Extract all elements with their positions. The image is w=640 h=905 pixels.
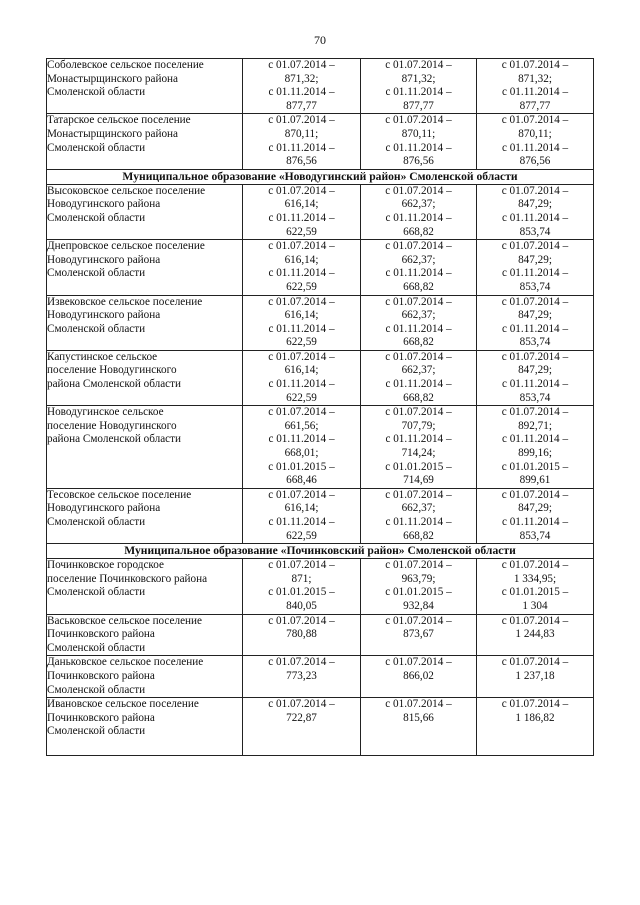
tariff-value-line: с 01.07.2014 – bbox=[501, 295, 569, 308]
settlement-name-line: Смоленской области bbox=[47, 516, 146, 528]
settlement-name-line: Новодугинского района bbox=[47, 309, 161, 322]
tariff-value-line: с 01.07.2014 – bbox=[501, 59, 569, 71]
tariff-value-line: 668,46 bbox=[286, 474, 317, 487]
tariff-value-line: 870,11; bbox=[284, 127, 319, 140]
tariff-value-line: 662,37; bbox=[401, 198, 436, 211]
settlement-name-line: Смоленской области bbox=[47, 86, 146, 99]
tariff-value-line: с 01.07.2014 – bbox=[268, 559, 335, 572]
tariff-value-cell-1 bbox=[243, 59, 361, 114]
tariff-value-line: с 01.11.2014 – bbox=[385, 211, 452, 224]
tariff-value-cell-1 bbox=[243, 184, 361, 239]
tariff-value-line: 899,61 bbox=[519, 474, 551, 487]
tariff-value-line: с 01.07.2014 – bbox=[385, 184, 452, 197]
settlement-name-cell bbox=[47, 698, 243, 756]
tariff-value-line: с 01.07.2014 – bbox=[385, 59, 452, 71]
table-row bbox=[47, 614, 594, 656]
settlement-name-line: Новодугинского района bbox=[47, 502, 161, 515]
settlement-name-line: Тесовское сельское поселение bbox=[47, 488, 192, 501]
settlement-name-cell bbox=[47, 59, 243, 114]
settlement-name-line: Высоковское сельское поселение bbox=[47, 184, 206, 197]
settlement-name-line: Починковское городское bbox=[47, 559, 164, 572]
settlement-name-cell bbox=[47, 656, 243, 698]
tariff-value-line: 780,88 bbox=[286, 628, 317, 641]
tariff-value-cell-3 bbox=[477, 240, 594, 295]
section-header-row bbox=[47, 544, 594, 559]
tariff-value-line: 876,56 bbox=[519, 155, 551, 168]
tariff-value-line: с 01.07.2014 – bbox=[385, 406, 452, 419]
tariff-value-line: с 01.11.2014 – bbox=[268, 378, 335, 391]
tariff-value-line: 1 186,82 bbox=[515, 711, 555, 724]
tariff-value-cell-3 bbox=[477, 184, 594, 239]
table-row bbox=[47, 114, 594, 169]
settlement-name-line: Соболевское сельское поселение bbox=[47, 59, 204, 71]
tariff-value-line: 1 304 bbox=[522, 599, 548, 612]
tariff-value-cell-3 bbox=[477, 614, 594, 656]
settlement-name-line: Смоленской области bbox=[47, 683, 146, 696]
settlement-name-line: района Смоленской области bbox=[47, 433, 182, 446]
tariff-value-line: с 01.07.2014 – bbox=[268, 406, 335, 419]
tariff-value-line: с 01.07.2014 – bbox=[501, 656, 569, 669]
settlement-name-line: Ивановское сельское поселение bbox=[47, 698, 199, 711]
settlement-name-cell bbox=[47, 614, 243, 656]
table-row bbox=[47, 656, 594, 698]
tariff-value-line: 722,87 bbox=[286, 711, 317, 724]
tariff-value-line: с 01.11.2014 – bbox=[268, 86, 335, 99]
settlement-name-line: Монастырщинского района bbox=[47, 127, 178, 140]
tariff-value-line: 622,59 bbox=[286, 529, 317, 542]
tariff-value-line: 668,82 bbox=[403, 529, 434, 542]
tariff-value-line: 662,37; bbox=[401, 502, 436, 515]
settlement-name-cell bbox=[47, 406, 243, 489]
table-row bbox=[47, 559, 594, 614]
page-number: 70 bbox=[314, 33, 326, 47]
settlement-name-line: Татарское сельское поселение bbox=[47, 114, 191, 127]
tariff-value-line: с 01.07.2014 – bbox=[385, 240, 452, 253]
tariff-value-line: 668,82 bbox=[403, 336, 434, 349]
tariff-value-line: с 01.11.2014 – bbox=[385, 378, 452, 391]
tariff-value-line: 871; bbox=[291, 572, 312, 585]
tariff-value-line: с 01.07.2014 – bbox=[268, 350, 335, 363]
settlement-name-line: района Смоленской области bbox=[47, 378, 182, 391]
tariff-value-cell-1 bbox=[243, 614, 361, 656]
settlement-name-cell bbox=[47, 295, 243, 350]
tariff-value-line: 853,74 bbox=[519, 225, 551, 238]
tariff-value-line: с 01.11.2014 – bbox=[501, 516, 569, 528]
tariff-value-line: 661,56; bbox=[284, 419, 319, 432]
tariff-value-cell-1 bbox=[243, 114, 361, 169]
settlement-name-line: поселение Новодугинского bbox=[47, 419, 177, 432]
table-row bbox=[47, 698, 594, 756]
tariff-value-cell-3 bbox=[477, 114, 594, 169]
settlement-name-line: Новодугинского района bbox=[47, 253, 161, 266]
tariff-value-line: с 01.07.2014 – bbox=[268, 184, 335, 197]
tariff-value-line: 877,77 bbox=[286, 99, 317, 112]
tariff-value-line: 847,29; bbox=[518, 253, 552, 266]
tariff-value-line: с 01.07.2014 – bbox=[385, 614, 452, 627]
tariff-value-line: с 01.07.2014 – bbox=[501, 114, 569, 127]
tariff-value-line: 847,29; bbox=[518, 364, 552, 377]
tariff-value-cell-2 bbox=[361, 614, 477, 656]
tariff-value-cell-2 bbox=[361, 59, 477, 114]
tariff-value-line: с 01.11.2014 – bbox=[501, 141, 569, 154]
tariff-value-line: 871,32; bbox=[401, 72, 436, 85]
tariff-value-line: с 01.11.2014 – bbox=[501, 211, 569, 224]
section-header-row bbox=[47, 169, 594, 184]
settlement-name-line: Васьковское сельское поселение bbox=[47, 614, 202, 627]
tariff-value-line: 622,59 bbox=[286, 391, 317, 404]
tariff-value-line: 707,79; bbox=[401, 419, 436, 432]
tariff-value-line: с 01.01.2015 – bbox=[268, 586, 335, 599]
table-row bbox=[47, 59, 594, 114]
section-header: Муниципальное образование «Починковский район» Смоленской области bbox=[47, 544, 594, 559]
tariff-value-line: с 01.07.2014 – bbox=[501, 488, 569, 501]
settlement-name-cell bbox=[47, 488, 243, 543]
tariff-value-line: с 01.01.2015 – bbox=[385, 586, 452, 599]
tariff-value-cell-1 bbox=[243, 406, 361, 489]
tariff-value-line: с 01.11.2014 – bbox=[385, 516, 452, 528]
tariff-value-line: с 01.07.2014 – bbox=[385, 656, 452, 669]
tariff-value-line: с 01.07.2014 – bbox=[268, 488, 335, 501]
tariff-value-line: 668,82 bbox=[403, 225, 434, 238]
tariff-value-line: с 01.11.2014 – bbox=[268, 516, 335, 528]
tariff-value-line: с 01.07.2014 – bbox=[385, 488, 452, 501]
tariff-value-line: с 01.07.2014 – bbox=[501, 184, 569, 197]
tariff-value-line: 668,01; bbox=[284, 447, 319, 460]
tariff-value-line: 853,74 bbox=[519, 280, 551, 293]
tariff-value-line: с 01.07.2014 – bbox=[268, 656, 335, 669]
tariff-value-cell-1 bbox=[243, 350, 361, 405]
tariff-value-line: с 01.01.2015 – bbox=[501, 586, 569, 599]
tariff-value-line: 877,77 bbox=[519, 99, 551, 112]
tariff-value-cell-3 bbox=[477, 406, 594, 489]
tariff-value-line: 1 244,83 bbox=[515, 628, 555, 641]
tariff-value-line: с 01.11.2014 – bbox=[268, 141, 335, 154]
tariff-value-cell-1 bbox=[243, 656, 361, 698]
tariff-value-line: с 01.11.2014 – bbox=[501, 86, 569, 99]
settlement-name-line: Смоленской области bbox=[47, 267, 146, 280]
tariff-value-cell-3 bbox=[477, 698, 594, 756]
tariff-value-line: 853,74 bbox=[519, 336, 551, 349]
section-header: Муниципальное образование «Новодугинский район» Смоленской области bbox=[47, 169, 594, 184]
tariff-value-line: с 01.11.2014 – bbox=[268, 322, 335, 335]
settlement-name-line: Смоленской области bbox=[47, 322, 146, 335]
tariff-value-line: с 01.01.2015 – bbox=[268, 460, 335, 473]
tariff-value-line: с 01.11.2014 – bbox=[385, 141, 452, 154]
settlement-name-line: поселение Новодугинского bbox=[47, 364, 177, 377]
tariff-value-cell-1 bbox=[243, 488, 361, 543]
tariff-value-cell-2 bbox=[361, 295, 477, 350]
tariff-value-cell-3 bbox=[477, 488, 594, 543]
tariff-value-cell-3 bbox=[477, 656, 594, 698]
tariff-value-line: с 01.07.2014 – bbox=[501, 559, 569, 572]
tariff-value-cell-3 bbox=[477, 559, 594, 614]
tariff-value-cell-2 bbox=[361, 114, 477, 169]
settlement-name-line: Смоленской области bbox=[47, 641, 146, 654]
tariff-value-line: 616,14; bbox=[284, 198, 319, 211]
tariff-value-line: с 01.11.2014 – bbox=[501, 433, 569, 446]
settlement-name-cell bbox=[47, 184, 243, 239]
settlement-name-line: Извековское сельское поселение bbox=[47, 295, 203, 308]
tariff-value-cell-2 bbox=[361, 350, 477, 405]
tariff-value-cell-1 bbox=[243, 295, 361, 350]
tariff-value-line: 616,14; bbox=[284, 364, 319, 377]
tariff-value-line: 866,02 bbox=[403, 669, 434, 682]
settlement-name-cell bbox=[47, 350, 243, 405]
table-row bbox=[47, 295, 594, 350]
tariff-value-line: с 01.07.2014 – bbox=[385, 559, 452, 572]
table-row bbox=[47, 184, 594, 239]
tariff-value-line: с 01.07.2014 – bbox=[501, 614, 569, 627]
tariff-value-line: 616,14; bbox=[284, 309, 319, 322]
tariff-value-line: с 01.11.2014 – bbox=[268, 433, 335, 446]
settlement-name-line: Даньковское сельское поселение bbox=[47, 656, 204, 669]
tariff-value-line: 662,37; bbox=[401, 364, 436, 377]
tariff-value-line: с 01.07.2014 – bbox=[385, 698, 452, 711]
tariff-value-line: с 01.07.2014 – bbox=[385, 295, 452, 308]
tariff-value-line: 932,84 bbox=[403, 599, 434, 612]
tariff-value-cell-2 bbox=[361, 559, 477, 614]
tariff-value-line: 876,56 bbox=[403, 155, 434, 168]
tariff-value-cell-1 bbox=[243, 698, 361, 756]
tariff-value-line: 963,79; bbox=[401, 572, 436, 585]
table-row bbox=[47, 406, 594, 489]
tariff-value-line: с 01.07.2014 – bbox=[385, 114, 452, 127]
tariff-value-line: с 01.07.2014 – bbox=[501, 350, 569, 363]
tariff-value-cell-2 bbox=[361, 656, 477, 698]
table-row bbox=[47, 488, 594, 543]
tariff-value-line: 870,11; bbox=[401, 127, 436, 140]
tariff-value-line: 662,37; bbox=[401, 253, 436, 266]
tariff-value-line: с 01.07.2014 – bbox=[268, 614, 335, 627]
tariff-value-line: с 01.01.2015 – bbox=[501, 460, 569, 473]
tariff-value-line: с 01.01.2015 – bbox=[385, 460, 452, 473]
tariff-value-line: 877,77 bbox=[403, 99, 434, 112]
tariff-value-line: с 01.11.2014 – bbox=[385, 267, 452, 280]
tariff-table bbox=[46, 58, 594, 756]
tariff-value-line: 622,59 bbox=[286, 280, 317, 293]
tariff-value-cell-2 bbox=[361, 406, 477, 489]
tariff-value-line: 1 334,95; bbox=[513, 572, 557, 585]
tariff-value-line: 873,67 bbox=[403, 628, 434, 641]
tariff-value-line: 815,66 bbox=[403, 711, 434, 724]
settlement-name-line: Починковского района bbox=[47, 628, 155, 641]
settlement-name-line: Починковского района bbox=[47, 711, 155, 724]
tariff-value-line: 892,71; bbox=[518, 419, 552, 432]
tariff-value-line: с 01.11.2014 – bbox=[385, 322, 452, 335]
tariff-value-line: 773,23 bbox=[286, 669, 317, 682]
settlement-name-line: Монастырщинского района bbox=[47, 72, 178, 85]
tariff-value-line: с 01.07.2014 – bbox=[268, 295, 335, 308]
tariff-value-cell-2 bbox=[361, 184, 477, 239]
tariff-value-cell-2 bbox=[361, 698, 477, 756]
table-row bbox=[47, 350, 594, 405]
tariff-value-line: с 01.11.2014 – bbox=[501, 267, 569, 280]
tariff-value-line: с 01.07.2014 – bbox=[501, 240, 569, 253]
tariff-value-line: 668,82 bbox=[403, 391, 434, 404]
tariff-value-line: 622,59 bbox=[286, 336, 317, 349]
tariff-value-line: с 01.11.2014 – bbox=[385, 86, 452, 99]
tariff-value-line: 714,24; bbox=[401, 447, 436, 460]
tariff-value-line: с 01.07.2014 – bbox=[501, 698, 569, 711]
settlement-name-line: Смоленской области bbox=[47, 141, 146, 154]
tariff-value-line: 847,29; bbox=[518, 198, 552, 211]
tariff-value-line: с 01.07.2014 – bbox=[501, 406, 569, 419]
settlement-name-line: Смоленской области bbox=[47, 725, 146, 738]
settlement-name-line: Смоленской области bbox=[47, 586, 146, 599]
settlement-name-cell bbox=[47, 114, 243, 169]
settlement-name-cell bbox=[47, 559, 243, 614]
tariff-value-line: 870,11; bbox=[518, 127, 552, 140]
tariff-value-line: 876,56 bbox=[286, 155, 317, 168]
tariff-value-line: 622,59 bbox=[286, 225, 317, 238]
settlement-name-line: поселение Починковского района bbox=[47, 572, 208, 585]
settlement-name-line: Починковского района bbox=[47, 669, 155, 682]
tariff-value-line: с 01.11.2014 – bbox=[268, 267, 335, 280]
tariff-value-cell-2 bbox=[361, 488, 477, 543]
tariff-value-line: 1 237,18 bbox=[515, 669, 555, 682]
tariff-value-line: 853,74 bbox=[519, 529, 551, 542]
tariff-value-line: 616,14; bbox=[284, 253, 319, 266]
tariff-value-line: с 01.07.2014 – bbox=[268, 240, 335, 253]
table-row bbox=[47, 240, 594, 295]
tariff-value-cell-2 bbox=[361, 240, 477, 295]
tariff-value-line: 899,16; bbox=[518, 447, 552, 460]
tariff-value-line: 714,69 bbox=[403, 474, 434, 487]
settlement-name-line: Капустинское сельское bbox=[47, 350, 158, 363]
tariff-value-line: 847,29; bbox=[518, 502, 552, 515]
tariff-value-line: с 01.11.2014 – bbox=[501, 378, 569, 391]
tariff-value-line: с 01.07.2014 – bbox=[385, 350, 452, 363]
settlement-name-line: Днепровское сельское поселение bbox=[47, 240, 205, 253]
tariff-value-line: 853,74 bbox=[519, 391, 551, 404]
tariff-value-line: с 01.11.2014 – bbox=[501, 322, 569, 335]
settlement-name-line: Новодугинское сельское bbox=[47, 406, 164, 419]
tariff-value-cell-1 bbox=[243, 559, 361, 614]
tariff-value-line: 668,82 bbox=[403, 280, 434, 293]
tariff-value-line: с 01.07.2014 – bbox=[268, 114, 335, 127]
tariff-value-line: 840,05 bbox=[286, 599, 317, 612]
tariff-value-line: 616,14; bbox=[284, 502, 319, 515]
settlement-name-line: Смоленской области bbox=[47, 211, 146, 224]
tariff-value-line: с 01.07.2014 – bbox=[268, 59, 335, 71]
settlement-name-line: Новодугинского района bbox=[47, 198, 161, 211]
tariff-value-line: с 01.07.2014 – bbox=[268, 698, 335, 711]
tariff-value-line: 871,32; bbox=[284, 72, 319, 85]
tariff-value-cell-3 bbox=[477, 59, 594, 114]
tariff-value-line: 662,37; bbox=[401, 309, 436, 322]
tariff-value-line: с 01.11.2014 – bbox=[385, 433, 452, 446]
tariff-value-cell-3 bbox=[477, 295, 594, 350]
settlement-name-cell bbox=[47, 240, 243, 295]
tariff-value-line: 871,32; bbox=[518, 72, 552, 85]
tariff-value-line: с 01.11.2014 – bbox=[268, 211, 335, 224]
tariff-value-cell-3 bbox=[477, 350, 594, 405]
tariff-value-cell-1 bbox=[243, 240, 361, 295]
tariff-value-line: 847,29; bbox=[518, 309, 552, 322]
